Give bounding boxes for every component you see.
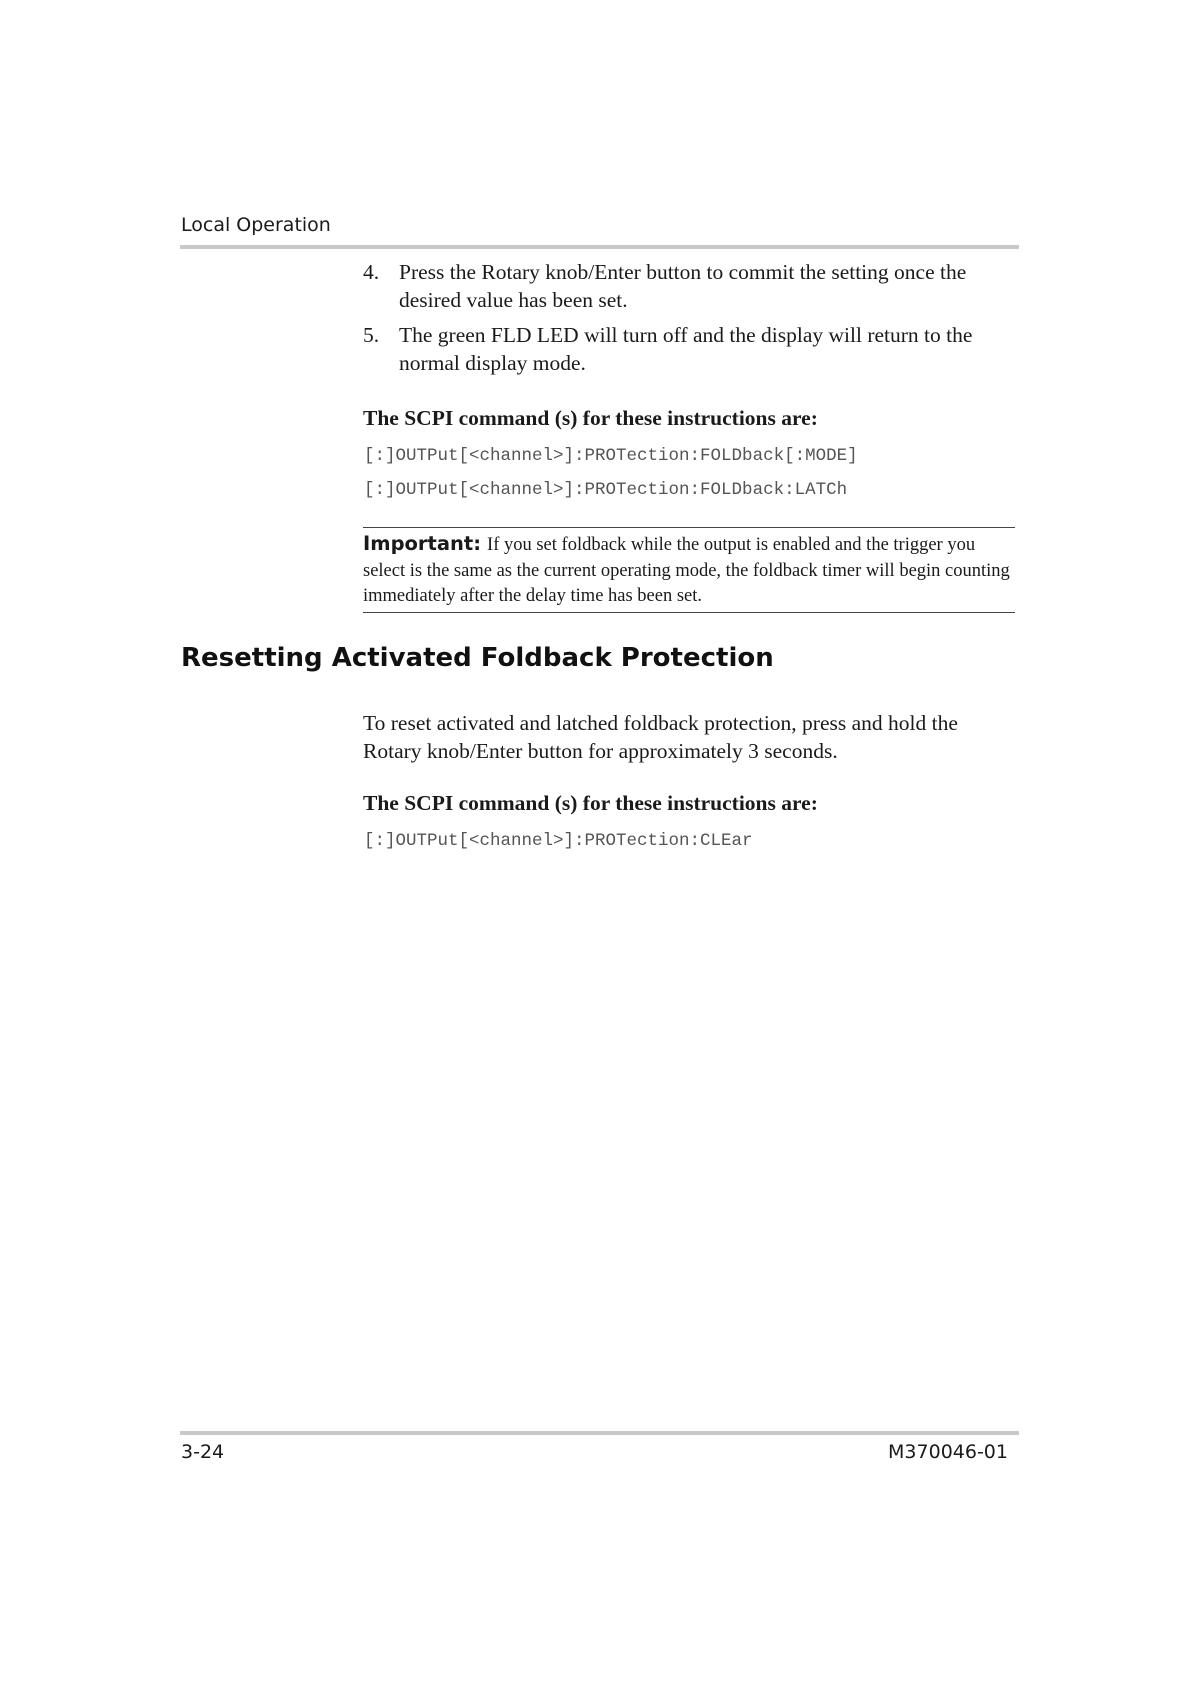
procedure-step-4: [363, 258, 1018, 314]
scpi-commands-label: The SCPI command (s) for these instructions are:: [363, 791, 818, 815]
important-note: [363, 527, 1015, 613]
important-note-label: Important:: [363, 532, 482, 555]
step-number: 5.: [363, 323, 380, 347]
scpi-command: [:]OUTPut[<channel>]:PROTection:FOLDback:LATCh: [364, 480, 848, 500]
section-heading: Resetting Activated Foldback Protection: [181, 643, 774, 673]
header-rule: [180, 245, 1019, 249]
step-text: The green FLD LED will turn off and the display will return to the normal display mode.: [399, 323, 973, 375]
footer-rule: [180, 1431, 1019, 1435]
scpi-command: [:]OUTPut[<channel>]:PROTection:CLEar: [364, 831, 753, 851]
important-note-text: If you set foldback while the output is enabled and the trigger you select is the same as the current operating mode, the foldback timer will begin counting immediately after the delay time has been set.: [363, 535, 1010, 606]
procedure-step-5: [363, 321, 1018, 377]
scpi-commands-label: The SCPI command (s) for these instructions are:: [363, 406, 818, 430]
page-number: 3-24: [181, 1441, 225, 1463]
scpi-command: [:]OUTPut[<channel>]:PROTection:FOLDback[:MODE]: [364, 446, 858, 466]
step-number: 4.: [363, 260, 380, 284]
step-text: Press the Rotary knob/Enter button to commit the setting once the desired value has been set.: [399, 260, 967, 312]
document-id: M370046-01: [888, 1441, 1008, 1463]
running-header-title: Local Operation: [181, 214, 331, 236]
procedure-steps: [363, 258, 1018, 384]
section-paragraph: To reset activated and latched foldback protection, press and hold the Rotary knob/Enter button for approximately 3 seconds.: [363, 711, 958, 763]
